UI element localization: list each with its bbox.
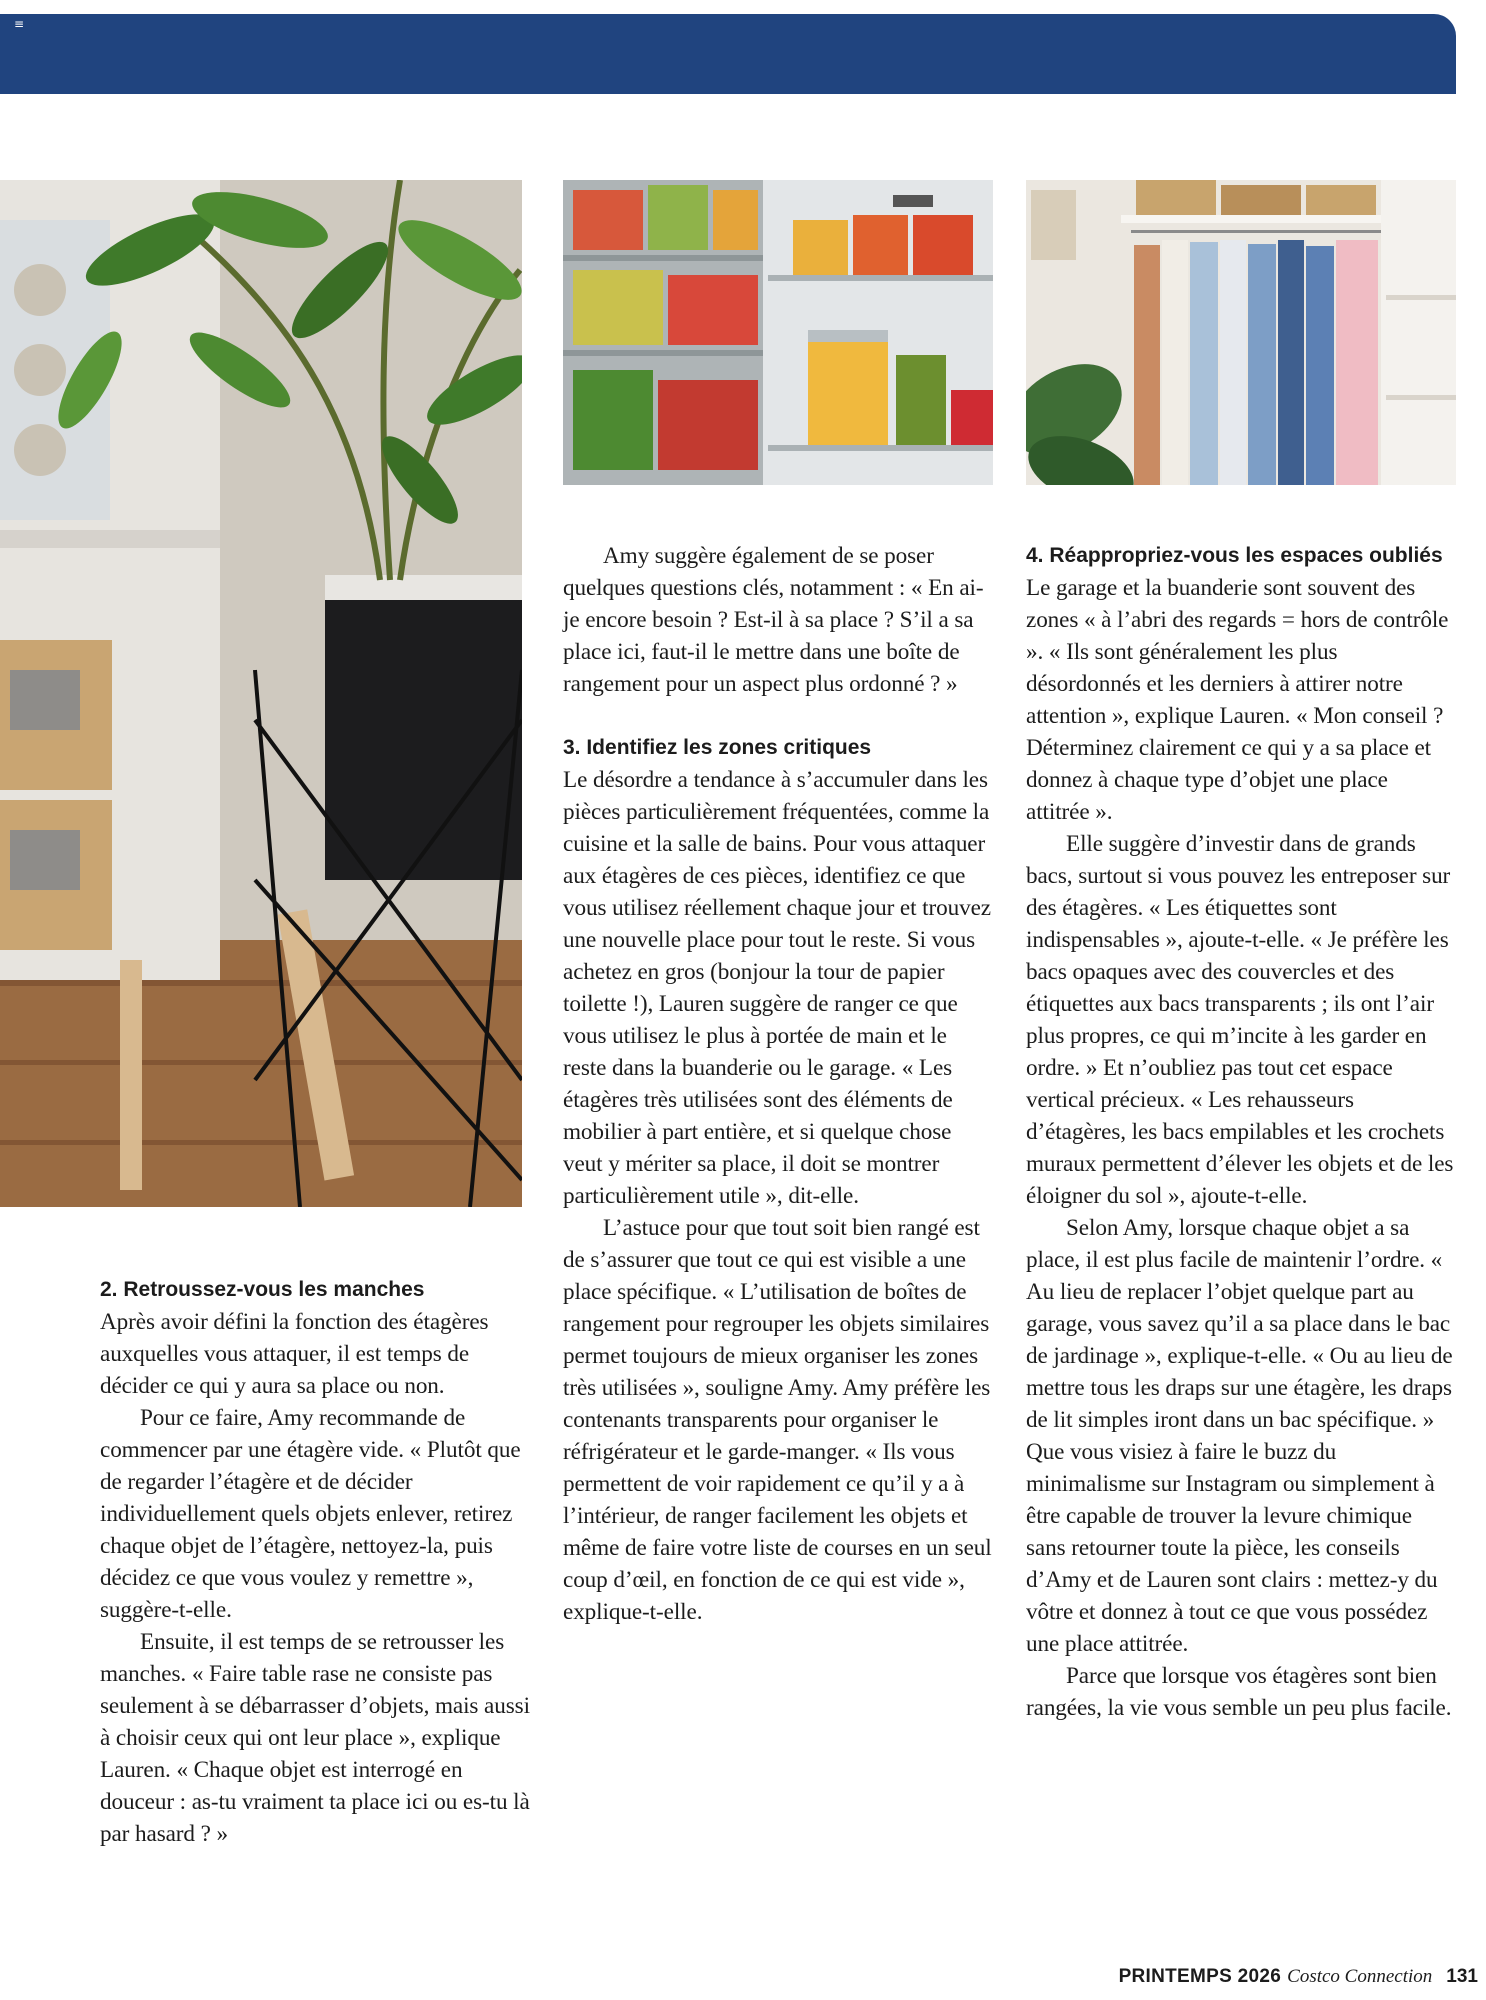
paragraph: Amy suggère également de se poser quelques questions clés, notamment : « En ai-je encore besoin ? Est-il à sa place ? S’il a sa place ici, faut-il le mettre dans une boîte de rangement pour un aspect plus ordonné ? » bbox=[563, 543, 984, 697]
closet-clothes-photo bbox=[1026, 180, 1456, 485]
paragraph: Ensuite, il est temps de se retrousser les manches. « Faire table rase ne consiste pas seulement à se débarrasser d’objets, mais aussi à choisir ceux qui ont leur place », explique Lauren. « Chaque objet est interrogé en douceur : as-tu vraiment ta place ici ou es-tu là par hasard ? » bbox=[100, 1629, 530, 1847]
article-column-2 bbox=[563, 540, 993, 1628]
article-column-1 bbox=[100, 1274, 530, 1850]
magazine-name: Costco Connection bbox=[1287, 1966, 1433, 1987]
section-heading-4: 4. Réappropriez-vous les espaces oubliés bbox=[1026, 544, 1443, 567]
header-bar bbox=[0, 14, 1456, 94]
article-column-3 bbox=[1026, 540, 1456, 1724]
paragraph: Parce que lorsque vos étagères sont bien rangées, la vie vous semble un peu plus facile. bbox=[1026, 1663, 1452, 1721]
paragraph: Après avoir défini la fonction des étagères auxquelles vous attaquer, il est temps de décider ce qui y aura sa place ou non. bbox=[100, 1309, 489, 1399]
shelf-with-plant-photo bbox=[0, 180, 522, 1207]
paragraph: Le garage et la buanderie sont souvent des zones « à l’abri des regards = hors de contrôle ». « Ils sont généralement les plus désordonnés et les derniers à attirer notre attention », explique Lauren. « Mon conseil ? Déterminez clairement ce qui y a sa place et donnez à chaque type d’objet une place attitrée ». bbox=[1026, 575, 1449, 825]
paragraph: Selon Amy, lorsque chaque objet a sa place, il est plus facile de maintenir l’ordre. « Au lieu de replacer l’objet quelque part au garage, vous savez qu’il a sa place dans le bac de jardinage », explique-t-elle. « Ou au lieu de mettre tous les draps sur une étagère, les draps de lit simples iront dans un bac spécifique. » Que vous visiez à faire le buzz du minimalisme sur Instagram ou simplement à être capable de trouver la levure chimique sans retourner toute la pièce, les conseils d’Amy et de Lauren sont clairs : mettez-y du vôtre et donnez à tout ce que vous possédez une place attitrée. bbox=[1026, 1215, 1453, 1657]
paragraph: L’astuce pour que tout soit bien rangé est de s’assurer que tout ce qui est visible a une place spécifique. « L’utilisation de boîtes de rangement pour regrouper les objets similaires permet toujours de mieux organiser les zones très utilisées », souligne Amy. Amy préfère les contenants transparents pour organiser le réfrigérateur et le garde-manger. « Ils vous permettent de voir rapidement ce qu’il y a à l’intérieur, de ranger facilement les objets et même de faire votre liste de courses en un seul coup d’œil, en fonction de ce qui est vide », explique-t-elle. bbox=[563, 1215, 992, 1625]
paragraph: Elle suggère d’investir dans de grands bacs, surtout si vous pouvez les entreposer sur des étagères. « Les étiquettes sont indispensables », ajoute-t-elle. « Je préfère les bacs opaques avec des couvercles et des étiquettes aux bacs transparents ; ils ont l’air plus propres, ce qui m’incite à les garder en ordre. » Et n’oubliez pas tout cet espace vertical précieux. « Les rehausseurs d’étagères, les bacs empilables et les crochets muraux permettent d’élever les objets et de les éloigner du sol », ajoute-t-elle. bbox=[1026, 831, 1454, 1209]
page-number: 131 bbox=[1446, 1966, 1478, 1987]
paragraph: Pour ce faire, Amy recommande de commencer par une étagère vide. « Plutôt que de regarder l’étagère et de décider individuellement quels objets enlever, retirez chaque objet de l’étagère, nettoyez-la, puis décidez ce que vous voulez y remettre », suggère-t-elle. bbox=[100, 1405, 521, 1623]
section-heading-2: 2. Retroussez-vous les manches bbox=[100, 1278, 425, 1301]
page-footer bbox=[1119, 1966, 1478, 1988]
fridge-jars-photo bbox=[563, 180, 993, 485]
paragraph: Le désordre a tendance à s’accumuler dans les pièces particulièrement fréquentées, comme la cuisine et la salle de bains. Pour vous attaquer aux étagères de ces pièces, identifiez ce que vous utilisez réellement chaque jour et trouvez une nouvelle place pour tout le reste. Si vous achetez en gros (bonjour la tour de papier toilette !), Lauren suggère de ranger ce que vous utilisez le plus à portée de main et le reste dans la buanderie ou le garage. « Les étagères très utilisées sont des éléments de mobilier à part entière, et si quelque chose veut y mériter sa place, il doit se montrer particulièrement utile », dit-elle. bbox=[563, 767, 991, 1209]
menu-icon[interactable]: ≡ bbox=[14, 17, 25, 31]
section-heading-3: 3. Identifiez les zones critiques bbox=[563, 736, 872, 759]
issue-season: PRINTEMPS 2026 bbox=[1118, 1966, 1282, 1987]
